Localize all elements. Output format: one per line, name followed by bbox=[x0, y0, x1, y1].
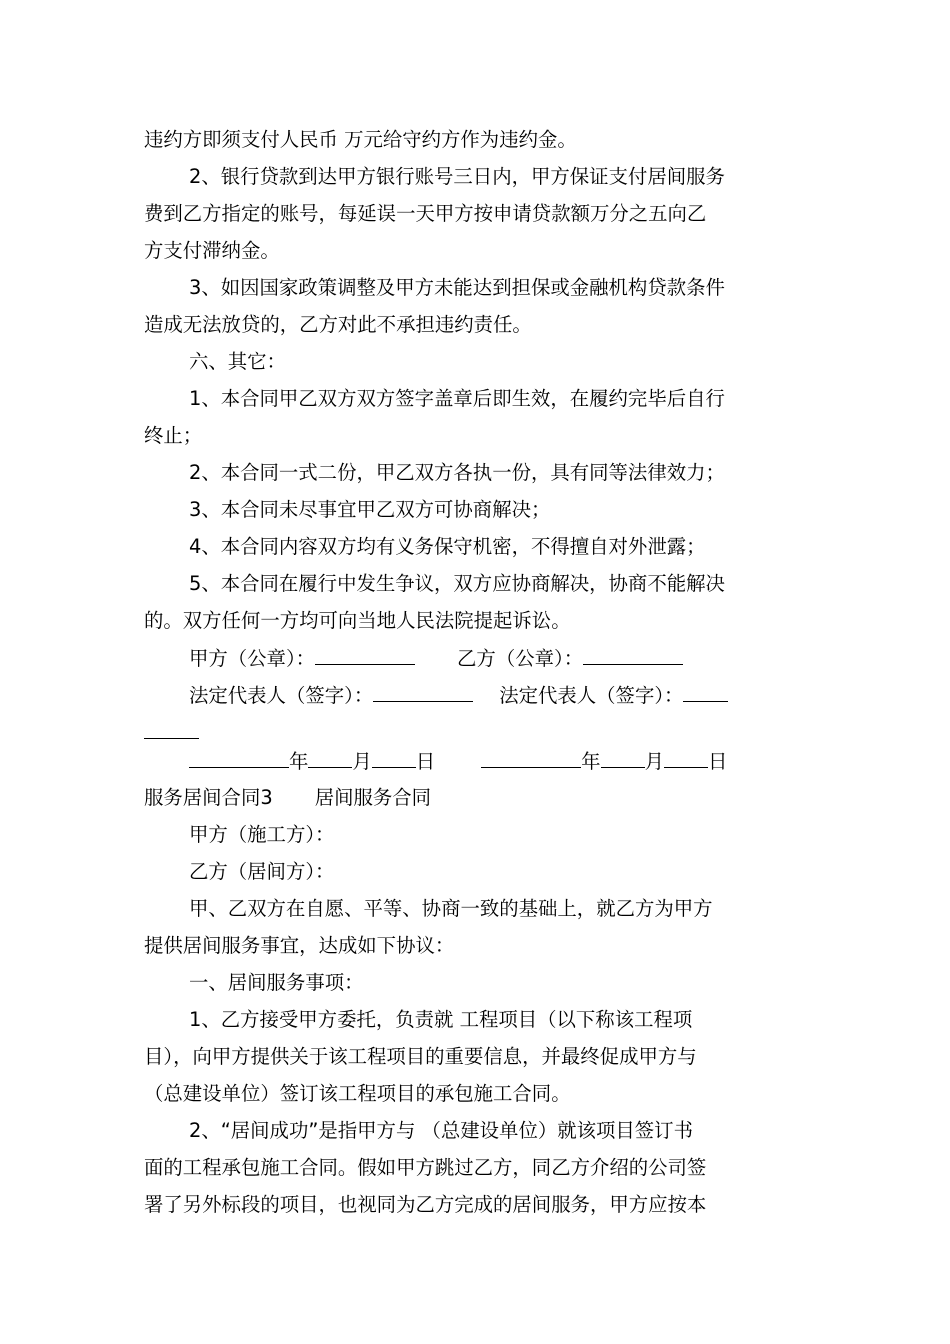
date-b-day-blank[interactable] bbox=[664, 747, 708, 768]
party-a-line: 甲方（施工方）： bbox=[189, 823, 335, 846]
paragraph-line: 面的工程承包施工合同。假如甲方跳过乙方，同乙方介绍的公司签 bbox=[144, 1156, 707, 1179]
party-a-seal-label: 甲方（公章）： bbox=[189, 647, 316, 670]
rep-a-blank[interactable] bbox=[373, 681, 473, 702]
representative-row bbox=[189, 681, 728, 709]
rep-b-blank-wrap[interactable] bbox=[144, 718, 199, 739]
date-row bbox=[189, 747, 727, 775]
paragraph-line: 3、如因国家政策调整及甲方未能达到担保或金融机构贷款条件 bbox=[189, 276, 725, 299]
year-label: 年 bbox=[581, 750, 601, 773]
paragraph-line: 方支付滞纳金。 bbox=[144, 239, 280, 262]
rep-b-blank[interactable] bbox=[683, 681, 728, 702]
party-b-seal-blank[interactable] bbox=[583, 644, 683, 665]
section-title: 服务居间合同3 bbox=[144, 786, 273, 809]
month-label: 月 bbox=[352, 750, 372, 773]
paragraph-line: 终止； bbox=[144, 424, 203, 447]
paragraph-line: 违约方即须支付人民币 万元给守约方作为违约金。 bbox=[144, 128, 577, 151]
day-label: 日 bbox=[707, 750, 728, 773]
section-subtitle: 居间服务合同 bbox=[314, 786, 432, 809]
rep-a-label: 法定代表人（签字）： bbox=[189, 684, 374, 707]
rep-b-label: 法定代表人（签字）： bbox=[499, 684, 684, 707]
party-a-seal-blank[interactable] bbox=[315, 644, 415, 665]
date-a-year-blank[interactable] bbox=[189, 747, 289, 768]
year-label: 年 bbox=[289, 750, 309, 773]
paragraph-line: 的。双方任何一方均可向当地人民法院提起诉讼。 bbox=[144, 609, 571, 632]
section-heading: 一、居间服务事项： bbox=[189, 971, 364, 994]
paragraph-line: 目），向甲方提供关于该工程项目的重要信息，并最终促成甲方与 bbox=[144, 1045, 697, 1068]
paragraph-line: 署了另外标段的项目，也视同为乙方完成的居间服务，甲方应按本 bbox=[144, 1193, 707, 1216]
date-a-day-blank[interactable] bbox=[372, 747, 416, 768]
paragraph-line: 2、本合同一式二份，甲乙双方各执一份，具有同等法律效力； bbox=[189, 461, 725, 484]
paragraph-line: 2、银行贷款到达甲方银行账号三日内，甲方保证支付居间服务 bbox=[189, 165, 725, 188]
section-heading: 六、其它： bbox=[189, 350, 286, 373]
date-a-month-blank[interactable] bbox=[308, 747, 352, 768]
paragraph-line: （总建设单位）签订该工程项目的承包施工合同。 bbox=[144, 1082, 571, 1105]
rep-b-blank-continued bbox=[144, 718, 199, 746]
paragraph-line: 1、乙方接受甲方委托，负责就 工程项目（以下称该工程项 bbox=[189, 1008, 693, 1031]
paragraph-line: 1、本合同甲乙双方双方签字盖章后即生效，在履约完毕后自行 bbox=[189, 387, 725, 410]
month-label: 月 bbox=[644, 750, 664, 773]
day-label: 日 bbox=[415, 750, 436, 773]
paragraph-line: 甲、乙双方在自愿、平等、协商一致的基础上，就乙方为甲方 bbox=[189, 897, 713, 920]
party-b-seal-label: 乙方（公章）： bbox=[457, 647, 584, 670]
paragraph-line: 费到乙方指定的账号，每延误一天甲方按申请贷款额万分之五向乙 bbox=[144, 202, 707, 225]
paragraph-line: 4、本合同内容双方均有义务保守机密，不得擅自对外泄露； bbox=[189, 535, 706, 558]
paragraph-line: 3、本合同未尽事宜甲乙双方可协商解决； bbox=[189, 498, 551, 521]
paragraph-line: 5、本合同在履行中发生争议，双方应协商解决，协商不能解决 bbox=[189, 572, 725, 595]
paragraph-line: 造成无法放贷的，乙方对此不承担违约责任。 bbox=[144, 313, 532, 336]
date-b-year-blank[interactable] bbox=[481, 747, 581, 768]
paragraph-line: 2、“居间成功”是指甲方与 （总建设单位）就该项目签订书 bbox=[189, 1119, 693, 1142]
seal-row bbox=[189, 644, 683, 672]
party-b-line: 乙方（居间方）： bbox=[189, 860, 335, 883]
paragraph-line: 提供居间服务事宜，达成如下协议： bbox=[144, 934, 455, 957]
section-title-row bbox=[144, 784, 431, 812]
date-b-month-blank[interactable] bbox=[601, 747, 645, 768]
